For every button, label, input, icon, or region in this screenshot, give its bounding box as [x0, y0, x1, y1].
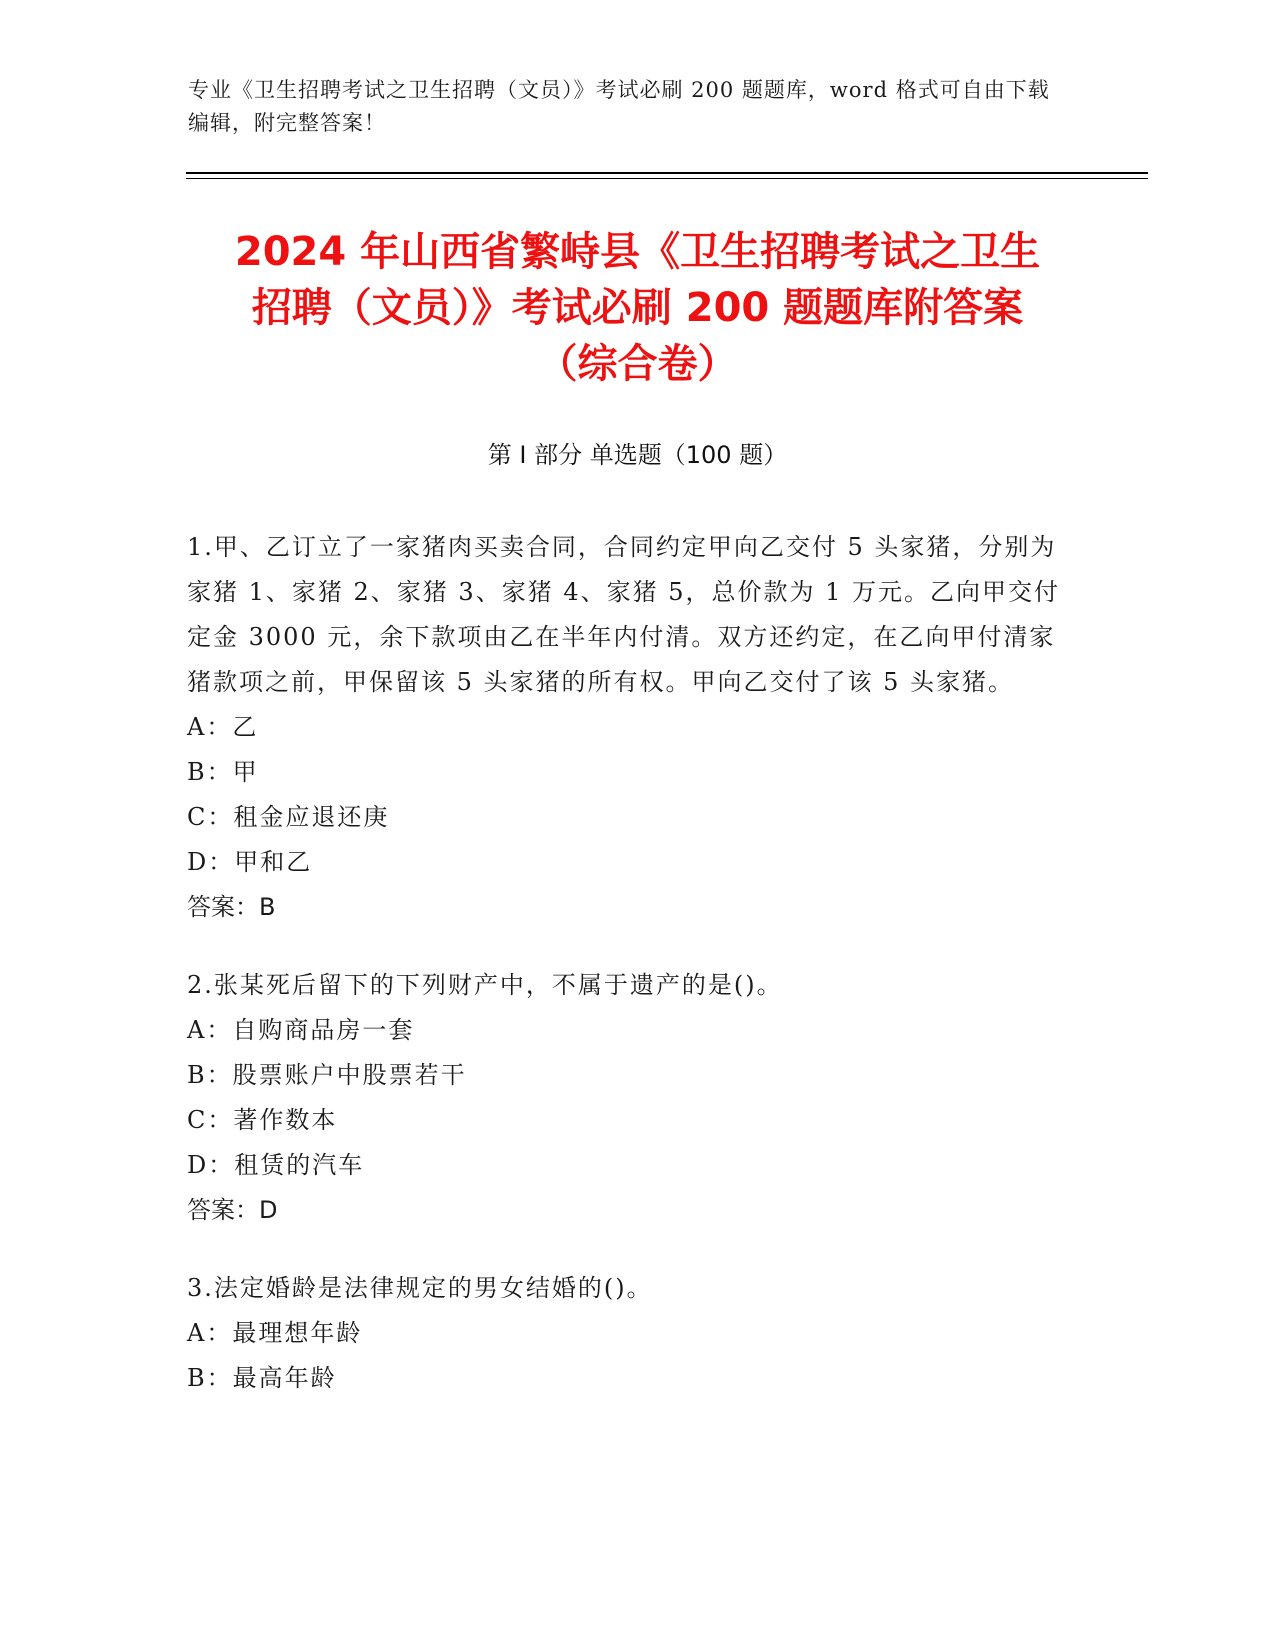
header-rule-thin: [186, 178, 1148, 179]
question-1: [187, 525, 1077, 930]
title-line: 招聘（文员）》考试必刷 200 题题库附答案: [251, 285, 1024, 331]
option-a: A：自购商品房一套: [187, 1016, 415, 1044]
option-a: A：乙: [187, 713, 259, 741]
option-c: C：租金应退还庚: [187, 803, 390, 831]
question-list: [187, 525, 1077, 1434]
question-3: [187, 1266, 1077, 1401]
option-b: B：最高年龄: [187, 1364, 337, 1392]
header-note: 专业《卫生招聘考试之卫生招聘（文员）》考试必刷 200 题题库，word 格式可自由下载编辑，附完整答案！: [188, 78, 1050, 135]
question-stem: 1.甲、乙订立了一家猪肉买卖合同，合同约定甲向乙交付 5 头家猪，分别为家猪 1、家猪 2、家猪 3、家猪 4、家猪 5，总价款为 1 万元。乙向甲交付定金 3000 元，余下款项由乙在半年内付清。双方还约定，在乙向甲付清家猪款项之前，甲保留该 5 头家猪的所有权。甲向乙交付了该 5 头家猪。: [187, 533, 1061, 696]
title-line: 2024 年山西省繁峙县《卫生招聘考试之卫生: [234, 229, 1041, 275]
option-d: D：甲和乙: [187, 848, 313, 876]
answer-label: 答案：B: [187, 893, 276, 921]
question-2: [187, 963, 1077, 1233]
question-stem: 2.张某死后留下的下列财产中，不属于遗产的是()。: [187, 971, 783, 999]
option-b: B：甲: [187, 758, 259, 786]
answer-label: 答案：D: [187, 1196, 278, 1224]
document-title: [180, 224, 1095, 392]
header-rule-thick: [186, 172, 1148, 174]
title-line: （综合卷）: [537, 341, 738, 387]
option-c: C：著作数本: [187, 1106, 338, 1134]
section-title: 第 I 部分 单选题（100 题）: [487, 441, 788, 469]
option-b: B：股票账户中股票若干: [187, 1061, 467, 1089]
question-stem: 3.法定婚龄是法律规定的男女结婚的()。: [187, 1274, 653, 1302]
option-a: A：最理想年龄: [187, 1319, 363, 1347]
option-d: D：租赁的汽车: [187, 1151, 365, 1179]
